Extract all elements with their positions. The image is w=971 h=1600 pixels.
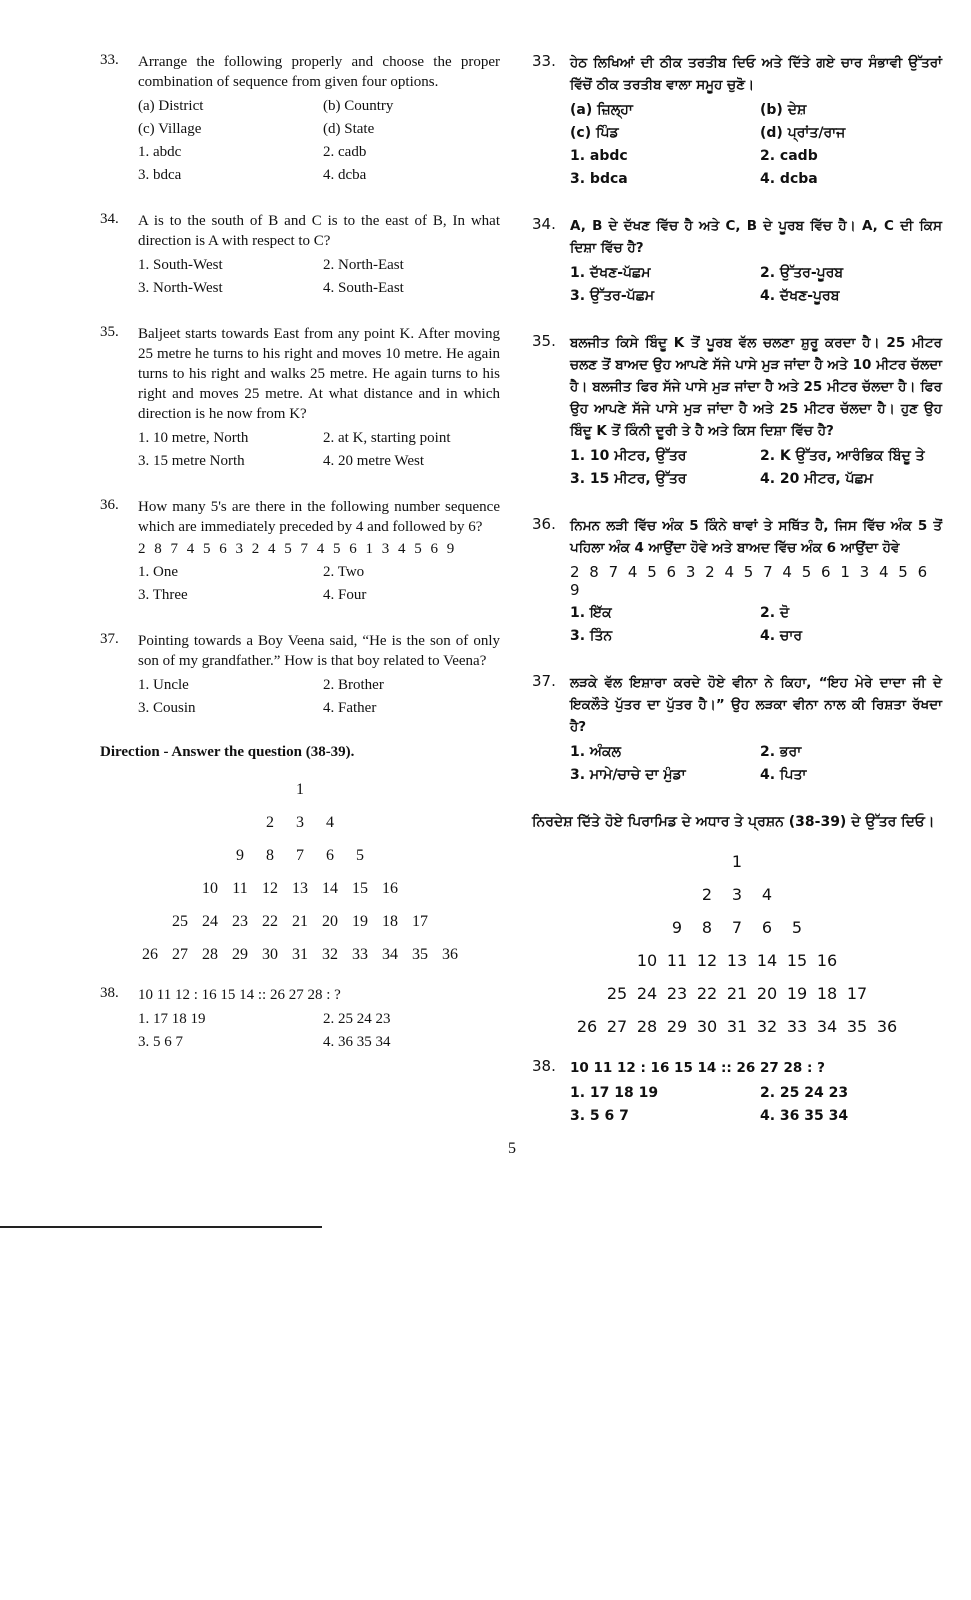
options xyxy=(138,562,500,605)
option: 1. 10 metre, North xyxy=(138,430,249,446)
option: (d) State xyxy=(323,121,375,137)
option: 1. ਇੱਕ xyxy=(570,605,612,621)
pyramid-number: 23 xyxy=(232,912,248,930)
option: 4. 20 ਮੀਟਰ, ਪੱਛਮ xyxy=(760,471,873,487)
question-number: 35. xyxy=(100,324,119,340)
question-38-pa xyxy=(532,1057,942,1126)
pyramid-row xyxy=(532,878,942,911)
pyramid-number: 32 xyxy=(756,1017,778,1036)
pyramid-number: 16 xyxy=(382,879,398,897)
pyramid-number: 12 xyxy=(696,951,718,970)
question-text: ਹੇਠ ਲਿਖਿਆਂ ਦੀ ਠੀਕ ਤਰਤੀਬ ਦਿਓ ਅਤੇ ਦਿੱਤੇ ਗਏ ਚਾਰ ਸੰਭਾਵੀ ਉੱਤਰਾਂ ਵਿੱਚੋਂ ਠੀਕ ਤਰਤੀਬ ਵਾਲਾ ਸਮੂਹ ਚੁਣੋ। xyxy=(570,55,942,93)
question-number: 33. xyxy=(100,52,119,68)
option: 4. 36 35 34 xyxy=(760,1108,849,1124)
option: 1. South-West xyxy=(138,257,223,273)
option: 4. ਪਿਤਾ xyxy=(760,767,807,783)
option: 4. dcba xyxy=(323,167,367,183)
option: 1. One xyxy=(138,564,178,580)
pyramid-number: 20 xyxy=(322,912,338,930)
pyramid-number: 13 xyxy=(726,951,748,970)
question-36 xyxy=(100,497,500,605)
pyramid-number: 22 xyxy=(262,912,278,930)
option: 2. at K, starting point xyxy=(323,430,451,446)
options xyxy=(138,428,500,471)
options xyxy=(570,446,942,489)
pyramid-number: 1 xyxy=(731,852,743,871)
pyramid-row xyxy=(100,872,500,905)
question-text: Baljeet starts towards East from any point K. After moving 25 metre he turns to his right and moves 10 metre. He again turns to his right and walks 25 metre. He again turns to his right and moves 25 metre. At what distance and in which direction is he now from K? xyxy=(138,326,500,422)
direction-heading: ਨਿਰਦੇਸ਼ ਦਿੱਤੇ ਹੋਏ ਪਿਰਾਮਿਡ ਦੇ ਅਧਾਰ ਤੇ ਪ੍ਰਸ਼ਨ (38-39) ਦੇ ਉੱਤਰ ਦਿਓ। xyxy=(532,814,935,830)
question-text: Pointing towards a Boy Veena said, “He is the son of only son of my grandfather.” How is that boy related to Veena? xyxy=(138,633,500,669)
option: 3. bdca xyxy=(570,171,628,187)
question-33 xyxy=(100,52,500,185)
pyramid-number: 21 xyxy=(726,984,748,1003)
pyramid-number: 3 xyxy=(296,813,304,831)
option: 1. 10 ਮੀਟਰ, ਉੱਤਰ xyxy=(570,448,687,464)
pyramid-number: 2 xyxy=(701,885,713,904)
question-33-pa xyxy=(532,52,942,189)
option: 1. ਦੱਖਣ-ਪੱਛਮ xyxy=(570,265,651,281)
option: (b) ਦੇਸ਼ xyxy=(760,102,807,118)
pyramid-number: 33 xyxy=(352,945,368,963)
question-text: Arrange the following properly and choose the proper combination of sequence from given four options. xyxy=(138,54,500,90)
pyramid-number: 17 xyxy=(412,912,428,930)
options xyxy=(570,603,942,646)
option: 2. ਉੱਤਰ-ਪੂਰਬ xyxy=(760,265,844,281)
pyramid-number: 11 xyxy=(232,879,248,897)
pyramid-number: 19 xyxy=(352,912,368,930)
question-text: How many 5's are there in the following number sequence which are immediately preceded by 4 and followed by 6? xyxy=(138,499,500,535)
option: 4. dcba xyxy=(760,171,818,187)
pyramid-number: 10 xyxy=(202,879,218,897)
option: 1. abdc xyxy=(570,148,628,164)
pyramid-number: 11 xyxy=(666,951,688,970)
pyramid-number: 20 xyxy=(756,984,778,1003)
question-35 xyxy=(100,324,500,471)
pyramid-number: 7 xyxy=(731,918,743,937)
options xyxy=(138,96,500,185)
option: (a) ਜ਼ਿਲ੍ਹਾ xyxy=(570,102,633,118)
pyramid-number: 18 xyxy=(382,912,398,930)
pyramid-row xyxy=(532,845,942,878)
pyramid-number: 6 xyxy=(761,918,773,937)
option: 4. ਦੱਖਣ-ਪੂਰਬ xyxy=(760,288,840,304)
pyramid-row xyxy=(532,944,942,977)
number-pyramid xyxy=(532,845,942,1043)
question-number: 38. xyxy=(100,985,119,1001)
option: 2. Two xyxy=(323,564,365,580)
pyramid-number: 14 xyxy=(756,951,778,970)
question-number: 33. xyxy=(532,52,556,70)
pyramid-number: 5 xyxy=(356,846,364,864)
pyramid-row xyxy=(100,938,500,971)
option: 3. North-West xyxy=(138,280,223,296)
pyramid-number: 21 xyxy=(292,912,308,930)
punjabi-column xyxy=(532,52,942,1152)
option: 2. Brother xyxy=(323,677,384,693)
question-38 xyxy=(100,985,500,1052)
pyramid-number: 27 xyxy=(172,945,188,963)
pyramid-row xyxy=(100,773,500,806)
option: 3. 15 ਮੀਟਰ, ਉੱਤਰ xyxy=(570,471,687,487)
pyramid-row xyxy=(100,905,500,938)
options xyxy=(138,1009,500,1052)
pyramid-number: 19 xyxy=(786,984,808,1003)
pyramid-number: 4 xyxy=(326,813,334,831)
question-number: 37. xyxy=(100,631,119,647)
option: 2. cadb xyxy=(323,144,367,160)
option: 3. Three xyxy=(138,587,188,603)
pyramid-number: 3 xyxy=(731,885,743,904)
option: (a) District xyxy=(138,98,204,114)
option: 1. 17 18 19 xyxy=(138,1011,206,1027)
pyramid-number: 1 xyxy=(296,780,304,798)
pyramid-number: 31 xyxy=(292,945,308,963)
option: 3. ਉੱਤਰ-ਪੱਛਮ xyxy=(570,288,655,304)
direction-heading: Direction - Answer the question (38-39). xyxy=(100,744,355,760)
options xyxy=(570,263,942,306)
pyramid-number: 9 xyxy=(236,846,244,864)
pyramid-number: 24 xyxy=(202,912,218,930)
number-pyramid xyxy=(100,773,500,971)
pyramid-number: 36 xyxy=(876,1017,898,1036)
pyramid-number: 35 xyxy=(846,1017,868,1036)
question-text: ਲੜਕੇ ਵੱਲ ਇਸ਼ਾਰਾ ਕਰਦੇ ਹੋਏ ਵੀਨਾ ਨੇ ਕਿਹਾ, “ਇਹ ਮੇਰੇ ਦਾਦਾ ਜੀ ਦੇ ਇਕਲੌਤੇ ਪੁੱਤਰ ਦਾ ਪੁੱਤਰ ਹੈ।” ਉਹ ਲੜਕਾ ਵੀਨਾ ਨਾਲ ਕੀ ਰਿਸ਼ਤਾ ਰੱਖਦਾ ਹੈ? xyxy=(570,675,942,735)
pyramid-row xyxy=(532,977,942,1010)
pyramid-number: 16 xyxy=(816,951,838,970)
options xyxy=(570,1083,942,1126)
option: 2. ਭਰਾ xyxy=(760,744,802,760)
pyramid-number: 36 xyxy=(442,945,458,963)
question-number: 38. xyxy=(532,1057,556,1075)
option: 3. bdca xyxy=(138,167,182,183)
pyramid-number: 4 xyxy=(761,885,773,904)
option: (d) ਪ੍ਰਾਂਤ/ਰਾਜ xyxy=(760,125,846,141)
pyramid-number: 24 xyxy=(636,984,658,1003)
pyramid-number: 35 xyxy=(412,945,428,963)
options xyxy=(570,742,942,785)
pyramid-number: 30 xyxy=(696,1017,718,1036)
pyramid-number: 30 xyxy=(262,945,278,963)
pyramid-number: 25 xyxy=(606,984,628,1003)
question-number: 36. xyxy=(100,497,119,513)
option: 2. K ਉੱਤਰ, ਆਰੰਭਿਕ ਬਿੰਦੂ ਤੇ xyxy=(760,448,925,464)
pyramid-number: 8 xyxy=(701,918,713,937)
option: 2. 25 24 23 xyxy=(760,1085,849,1101)
pyramid-number: 17 xyxy=(846,984,868,1003)
pyramid-number: 32 xyxy=(322,945,338,963)
option: 4. 20 metre West xyxy=(323,453,424,469)
pyramid-number: 15 xyxy=(786,951,808,970)
option: 3. Cousin xyxy=(138,700,196,716)
question-text: 10 11 12 : 16 15 14 :: 26 27 28 : ? xyxy=(138,987,341,1003)
options xyxy=(138,255,500,298)
question-text: ਨਿਮਨ ਲੜੀ ਵਿੱਚ ਅੰਕ 5 ਕਿੰਨੇ ਥਾਵਾਂ ਤੇ ਸਥਿੱਤ ਹੈ, ਜਿਸ ਵਿੱਚ ਅੰਕ 5 ਤੋਂ ਪਹਿਲਾ ਅੰਕ 4 ਆਉਂਦਾ ਹੋਵੇ ਅਤੇ ਬਾਅਦ ਵਿੱਚ ਅੰਕ 6 ਆਉਂਦਾ ਹੋਵੇ xyxy=(570,518,942,556)
question-37-pa xyxy=(532,672,942,785)
pyramid-number: 26 xyxy=(142,945,158,963)
option: 2. North-East xyxy=(323,257,404,273)
option: (c) ਪਿੰਡ xyxy=(570,125,619,141)
option: 1. Uncle xyxy=(138,677,189,693)
option: 3. ਮਾਮੇ/ਚਾਚੇ ਦਾ ਮੁੰਡਾ xyxy=(570,767,686,783)
question-text: A is to the south of B and C is to the east of B, In what direction is A with respect to C? xyxy=(138,213,500,249)
pyramid-number: 28 xyxy=(636,1017,658,1036)
pyramid-number: 29 xyxy=(666,1017,688,1036)
question-number: 37. xyxy=(532,672,556,690)
question-36-pa xyxy=(532,515,942,646)
pyramid-number: 12 xyxy=(262,879,278,897)
option: 3. ਤਿੰਨ xyxy=(570,628,613,644)
pyramid-number: 14 xyxy=(322,879,338,897)
pyramid-number: 15 xyxy=(352,879,368,897)
option: 4. 36 35 34 xyxy=(323,1034,391,1050)
english-column xyxy=(100,52,500,1078)
question-text: 10 11 12 : 16 15 14 :: 26 27 28 : ? xyxy=(570,1060,825,1076)
pyramid-number: 10 xyxy=(636,951,658,970)
options xyxy=(570,100,942,189)
pyramid-number: 2 xyxy=(266,813,274,831)
pyramid-number: 33 xyxy=(786,1017,808,1036)
option: 3. 15 metre North xyxy=(138,453,245,469)
question-number: 34. xyxy=(100,211,119,227)
option: 4. South-East xyxy=(323,280,404,296)
pyramid-number: 8 xyxy=(266,846,274,864)
question-34-pa xyxy=(532,215,942,306)
option: 4. ਚਾਰ xyxy=(760,628,803,644)
divider-line xyxy=(0,1226,322,1228)
pyramid-number: 6 xyxy=(326,846,334,864)
options xyxy=(138,675,500,718)
pyramid-number: 34 xyxy=(816,1017,838,1036)
question-35-pa xyxy=(532,332,942,489)
pyramid-row xyxy=(100,839,500,872)
pyramid-row xyxy=(532,911,942,944)
question-number: 34. xyxy=(532,215,556,233)
pyramid-row xyxy=(532,1010,942,1043)
pyramid-number: 13 xyxy=(292,879,308,897)
question-37 xyxy=(100,631,500,718)
number-sequence: 2 8 7 4 5 6 3 2 4 5 7 4 5 6 1 3 4 5 6 9 xyxy=(570,563,930,599)
pyramid-row xyxy=(100,806,500,839)
pyramid-number: 7 xyxy=(296,846,304,864)
pyramid-number: 31 xyxy=(726,1017,748,1036)
option: 1. ਅੰਕਲ xyxy=(570,744,621,760)
option: 2. cadb xyxy=(760,148,818,164)
option: (c) Village xyxy=(138,121,202,137)
option: 2. ਦੋ xyxy=(760,605,790,621)
pyramid-number: 23 xyxy=(666,984,688,1003)
pyramid-number: 25 xyxy=(172,912,188,930)
pyramid-number: 9 xyxy=(671,918,683,937)
option: 2. 25 24 23 xyxy=(323,1011,391,1027)
question-34 xyxy=(100,211,500,298)
question-number: 35. xyxy=(532,332,556,350)
question-number: 36. xyxy=(532,515,556,533)
question-text: A, B ਦੇ ਦੱਖਣ ਵਿੱਚ ਹੈ ਅਤੇ C, B ਦੇ ਪੂਰਬ ਵਿੱਚ ਹੈ। A, C ਦੀ ਕਿਸ ਦਿਸ਼ਾ ਵਿੱਚ ਹੈ? xyxy=(570,218,942,256)
question-text: ਬਲਜੀਤ ਕਿਸੇ ਬਿੰਦੂ K ਤੋਂ ਪੂਰਬ ਵੱਲ ਚਲਣਾ ਸ਼ੁਰੂ ਕਰਦਾ ਹੈ। 25 ਮੀਟਰ ਚਲਣ ਤੋਂ ਬਾਅਦ ਉਹ ਆਪਣੇ ਸੱਜੇ ਪਾਸੇ ਮੁੜ ਜਾਂਦਾ ਹੈ ਅਤੇ 10 ਮੀਟਰ ਚੱਲਦਾ ਹੈ। ਬਲਜੀਤ ਫਿਰ ਸੱਜੇ ਪਾਸੇ ਮੁੜ ਜਾਂਦਾ ਹੈ ਅਤੇ 25 ਮੀਟਰ ਚੱਲਦਾ ਹੈ। ਫਿਰ ਉਹ ਆਪਣੇ ਸੱਜੇ ਪਾਸੇ ਮੁੜ ਜਾਂਦਾ ਹੈ ਅਤੇ 25 ਮੀਟਰ ਚੱਲਦਾ ਹੈ। ਹੁਣ ਉਹ ਬਿੰਦੂ K ਤੋਂ ਕਿੰਨੀ ਦੂਰੀ ਤੇ ਹੈ ਅਤੇ ਕਿਸ ਦਿਸ਼ਾ ਵਿੱਚ ਹੈ? xyxy=(570,335,942,439)
option: 1. 17 18 19 xyxy=(570,1085,659,1101)
pyramid-number: 29 xyxy=(232,945,248,963)
number-sequence: 2 8 7 4 5 6 3 2 4 5 7 4 5 6 1 3 4 5 6 9 xyxy=(138,541,457,557)
option: 1. abdc xyxy=(138,144,182,160)
pyramid-number: 28 xyxy=(202,945,218,963)
pyramid-number: 27 xyxy=(606,1017,628,1036)
option: 4. Father xyxy=(323,700,377,716)
option: (b) Country xyxy=(323,98,394,114)
pyramid-number: 26 xyxy=(576,1017,598,1036)
pyramid-number: 34 xyxy=(382,945,398,963)
option: 3. 5 6 7 xyxy=(138,1034,183,1050)
option: 4. Four xyxy=(323,587,367,603)
option: 3. 5 6 7 xyxy=(570,1108,629,1124)
pyramid-number: 5 xyxy=(791,918,803,937)
page-number: 5 xyxy=(508,1140,516,1157)
pyramid-number: 22 xyxy=(696,984,718,1003)
pyramid-number: 18 xyxy=(816,984,838,1003)
